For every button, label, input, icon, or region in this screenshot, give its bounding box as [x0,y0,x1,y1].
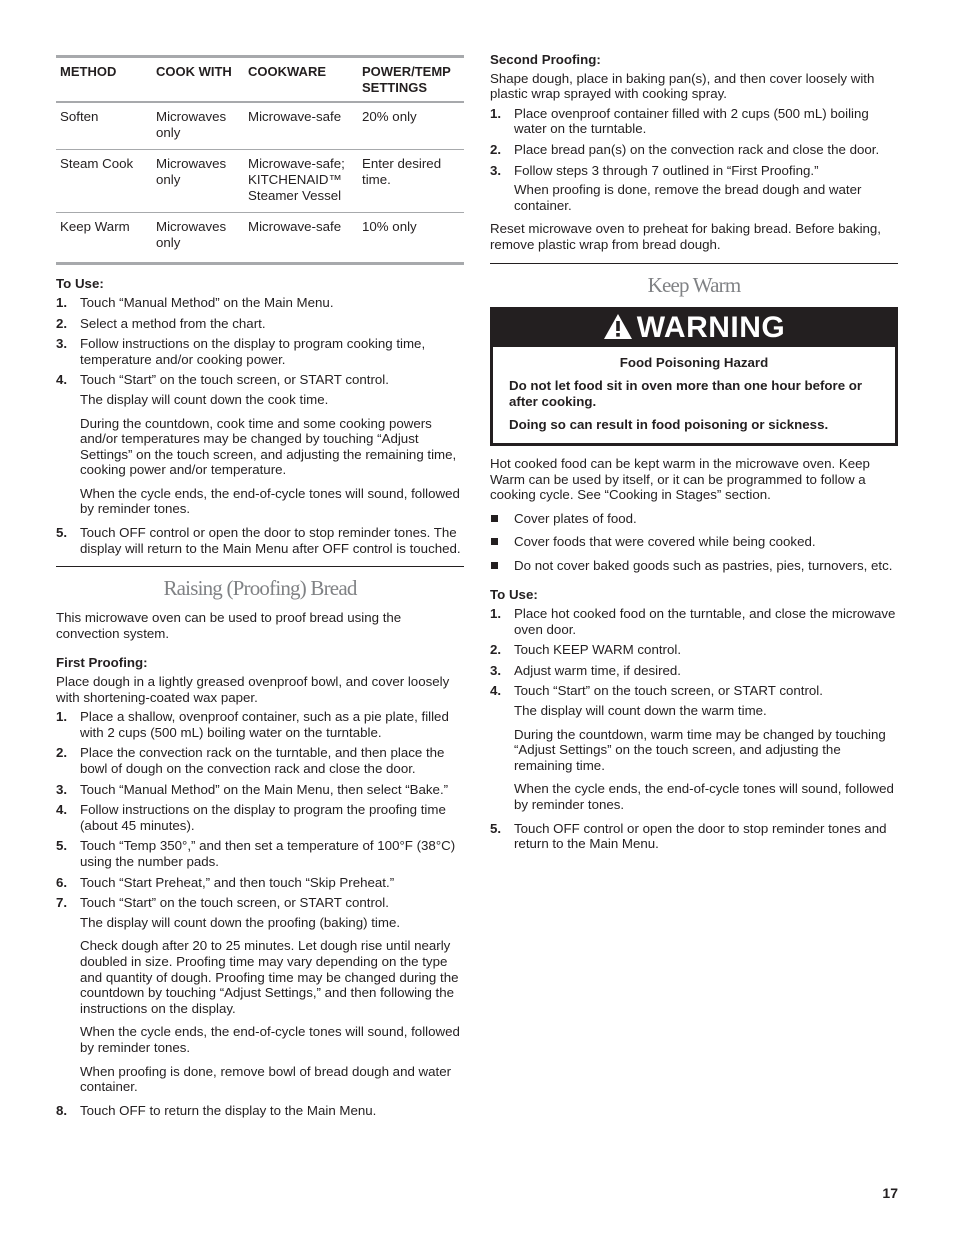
step-number: 1. [490,606,502,622]
list-item [56,1103,464,1119]
step-text: Place a shallow, ovenproof container, such as a pie plate, filled with 2 cups (500 mL) boiling water on the turntable. [80,709,449,740]
list-item [490,683,898,812]
section-title-keep-warm: Keep Warm [647,272,741,297]
step-note: During the countdown, cook time and some cooking powers and/or temperatures may be changed by touching “Adjust Settings” on the touch screen, and adjusting the remaining time, cooking power and/or temperature. [80,415,457,478]
table-header: COOK WITH [152,57,244,103]
step-number: 2. [56,745,68,761]
bullet-text: Cover foods that were covered while being cooked. [514,534,816,550]
section-divider [56,566,464,567]
page-number: 17 [882,1185,898,1201]
step-number: 3. [490,162,502,178]
step-text: Touch “Start Preheat,” and then touch “Skip Preheat.” [80,874,395,890]
warning-triangle-icon [603,313,633,344]
step-text: Adjust warm time, if desired. [514,662,682,678]
step-text: Follow instructions on the display to program cooking time, temperature and/or cooking power. [80,336,426,367]
section-divider [490,263,898,264]
table-row [56,102,464,150]
table-cell: Microwave-safe; KITCHENAID™ Steamer Vessel [244,150,358,213]
table-cell: 20% only [358,102,464,150]
table-cell: Soften [56,102,152,150]
list-item [56,525,464,556]
list-item [56,875,464,891]
bullet-square-icon [491,538,498,545]
table-header: METHOD [56,57,152,103]
list-item [56,295,464,311]
bullet-text: Do not cover baked goods such as pastries, pies, turnovers, etc. [514,557,893,573]
step-note: The display will count down the warm time. [514,703,767,719]
warning-line: Do not let food sit in oven more than one hour before or after cooking. [509,378,863,409]
step-note: During the countdown, warm time may be changed by touching “Adjust Settings” on the touch screen, and adjusting the remaining time. [514,726,886,773]
step-note: The display will count down the cook time. [80,391,329,407]
second-proofing-outro: Reset microwave oven to preheat for baking bread. Before baking, remove plastic wrap from bread dough. [490,221,882,252]
step-number: 3. [56,336,68,352]
step-number: 3. [490,662,502,678]
table-cell: Microwaves only [156,219,227,250]
list-item [490,106,898,137]
step-number: 3. [56,781,68,797]
warning-body [493,347,895,443]
list-item [56,802,464,833]
keep-warm-intro: Hot cooked food can be kept warm in the microwave oven. Keep Warm can be used by itself, or it can be programmed to follow a cooking cycle. See “Cooking in Stages” section. [490,455,870,503]
step-number: 4. [490,683,502,699]
step-text: Touch OFF to return the display to the Main Menu. [80,1102,377,1118]
list-item [56,782,464,798]
keep-warm-steps [490,606,898,852]
step-note: When the cycle ends, the end-of-cycle tones will sound, followed by reminder tones. [514,781,894,812]
step-note: When proofing is done, remove bowl of bread dough and water container. [80,1063,452,1095]
step-number: 8. [56,1102,68,1118]
bullet-text: Cover plates of food. [514,510,637,526]
second-proofing-steps [490,106,898,214]
step-text: Touch “Start” on the touch screen, or START control. [80,372,389,388]
table-header: POWER/TEMP SETTINGS [358,57,464,103]
step-number: 2. [490,642,502,658]
step-text: Touch “Manual Method” on the Main Menu, then select “Bake.” [80,781,449,797]
list-item [490,606,898,637]
step-text: Touch KEEP WARM control. [514,642,682,658]
step-number: 4. [56,802,68,818]
to-use-heading: To Use: [56,276,104,292]
step-note: When the cycle ends, the end-of-cycle tones will sound, followed by reminder tones. [80,485,460,517]
step-number: 2. [56,315,68,331]
step-text: Place hot cooked food on the turntable, and close the microwave oven door. [514,606,896,637]
table-cell: Microwave-safe [248,219,342,235]
list-item [490,663,898,679]
table-cell: Microwave-safe [244,102,358,150]
table-cell: 10% only [362,219,417,235]
first-proofing-steps [56,709,464,1118]
list-item [56,336,464,367]
to-use-steps [56,295,464,556]
right-column [490,52,898,857]
list-item [490,534,898,550]
step-number: 5. [490,820,502,836]
section-title-raising-bread: Raising (Proofing) Bread [163,576,357,601]
step-text: Place bread pan(s) on the convection rack and close the door. [514,141,880,157]
warning-header [493,310,895,347]
table-header-row [56,57,464,103]
bullet-square-icon [491,515,498,522]
step-number: 1. [56,294,68,310]
step-note: When the cycle ends, the end-of-cycle tones will sound, followed by reminder tones. [80,1024,460,1055]
table-cell: Microwaves only [152,150,244,213]
list-item [56,316,464,332]
list-item [490,642,898,658]
step-text: Touch “Temp 350°,” and then set a temperature of 100°F (38°C) using the number pads. [80,838,456,869]
second-proofing-intro: Shape dough, place in baking pan(s), and then cover loosely with plastic wrap sprayed with cooking spray. [490,70,875,102]
list-item [56,372,464,517]
list-item [56,895,464,1095]
table-row [56,150,464,213]
keep-warm-to-use-heading: To Use: [490,587,538,603]
list-item [490,558,898,574]
step-number: 1. [56,709,68,725]
step-text: Place ovenproof container filled with 2 cups (500 mL) boiling water on the turntable. [514,105,869,137]
step-number: 7. [56,895,68,911]
step-text: Touch “Start” on the touch screen, or START control. [514,683,823,699]
raising-intro: This microwave oven can be used to proof bread using the convection system. [56,610,402,641]
step-text: Touch “Manual Method” on the Main Menu. [80,294,334,310]
table-header: COOKWARE [244,57,358,103]
table-cell: Enter desired time. [358,150,464,213]
list-item [56,709,464,740]
step-text: Select a method from the chart. [80,315,266,331]
step-number: 2. [490,141,502,157]
step-text: Touch OFF control or open the door to stop reminder tones and return to the Main Menu. [514,820,887,852]
table-cell: Microwaves only [152,102,244,150]
step-note: The display will count down the proofing (baking) time. [80,914,401,930]
table-cell: Steam Cook [56,150,152,213]
step-note: When proofing is done, remove the bread dough and water container. [514,182,862,213]
step-text: Touch OFF control or open the door to stop reminder tones. The display will return to the Main Menu after OFF control is touched. [80,525,461,556]
step-text: Follow steps 3 through 7 outlined in “First Proofing.” [514,162,819,178]
step-number: 5. [56,525,68,541]
list-item [56,838,464,869]
first-proofing-heading: First Proofing: [56,655,148,671]
table-cell: Keep Warm [60,219,130,235]
second-proofing-heading: Second Proofing: [490,52,601,67]
step-note: Check dough after 20 to 25 minutes. Let dough rise until nearly doubled in size. Proofing time may vary depending on the type and quantity of dough. Proofing time may be changed during the countdown by touching “Adjust Settings,” and then following the instructions on the display. [80,938,459,1016]
bullet-square-icon [491,562,498,569]
list-item [56,745,464,776]
left-column [56,50,464,1123]
step-text: Place the convection rack on the turntable, and then place the bowl of dough on the convection rack and close the door. [80,745,445,776]
step-text: Touch “Start” on the touch screen, or START control. [80,895,389,911]
warning-line: Doing so can result in food poisoning or sickness. [509,417,829,433]
list-item [490,511,898,527]
step-number: 6. [56,874,68,890]
warning-label: WARNING [636,311,786,345]
warning-box [490,307,898,446]
step-number: 1. [490,105,502,121]
list-item [490,163,898,214]
list-item [490,142,898,158]
step-number: 4. [56,372,68,388]
warning-hazard: Food Poisoning Hazard [619,354,769,370]
step-text: Follow instructions on the display to program the proofing time (about 45 minutes). [80,802,446,833]
step-number: 5. [56,838,68,854]
list-item [490,821,898,852]
cooking-method-table [56,55,464,265]
table-row [56,213,464,264]
keep-warm-bullets [490,511,898,574]
first-proofing-intro: Place dough in a lightly greased ovenproof bowl, and cover loosely with shortening-coated wax paper. [56,674,450,705]
